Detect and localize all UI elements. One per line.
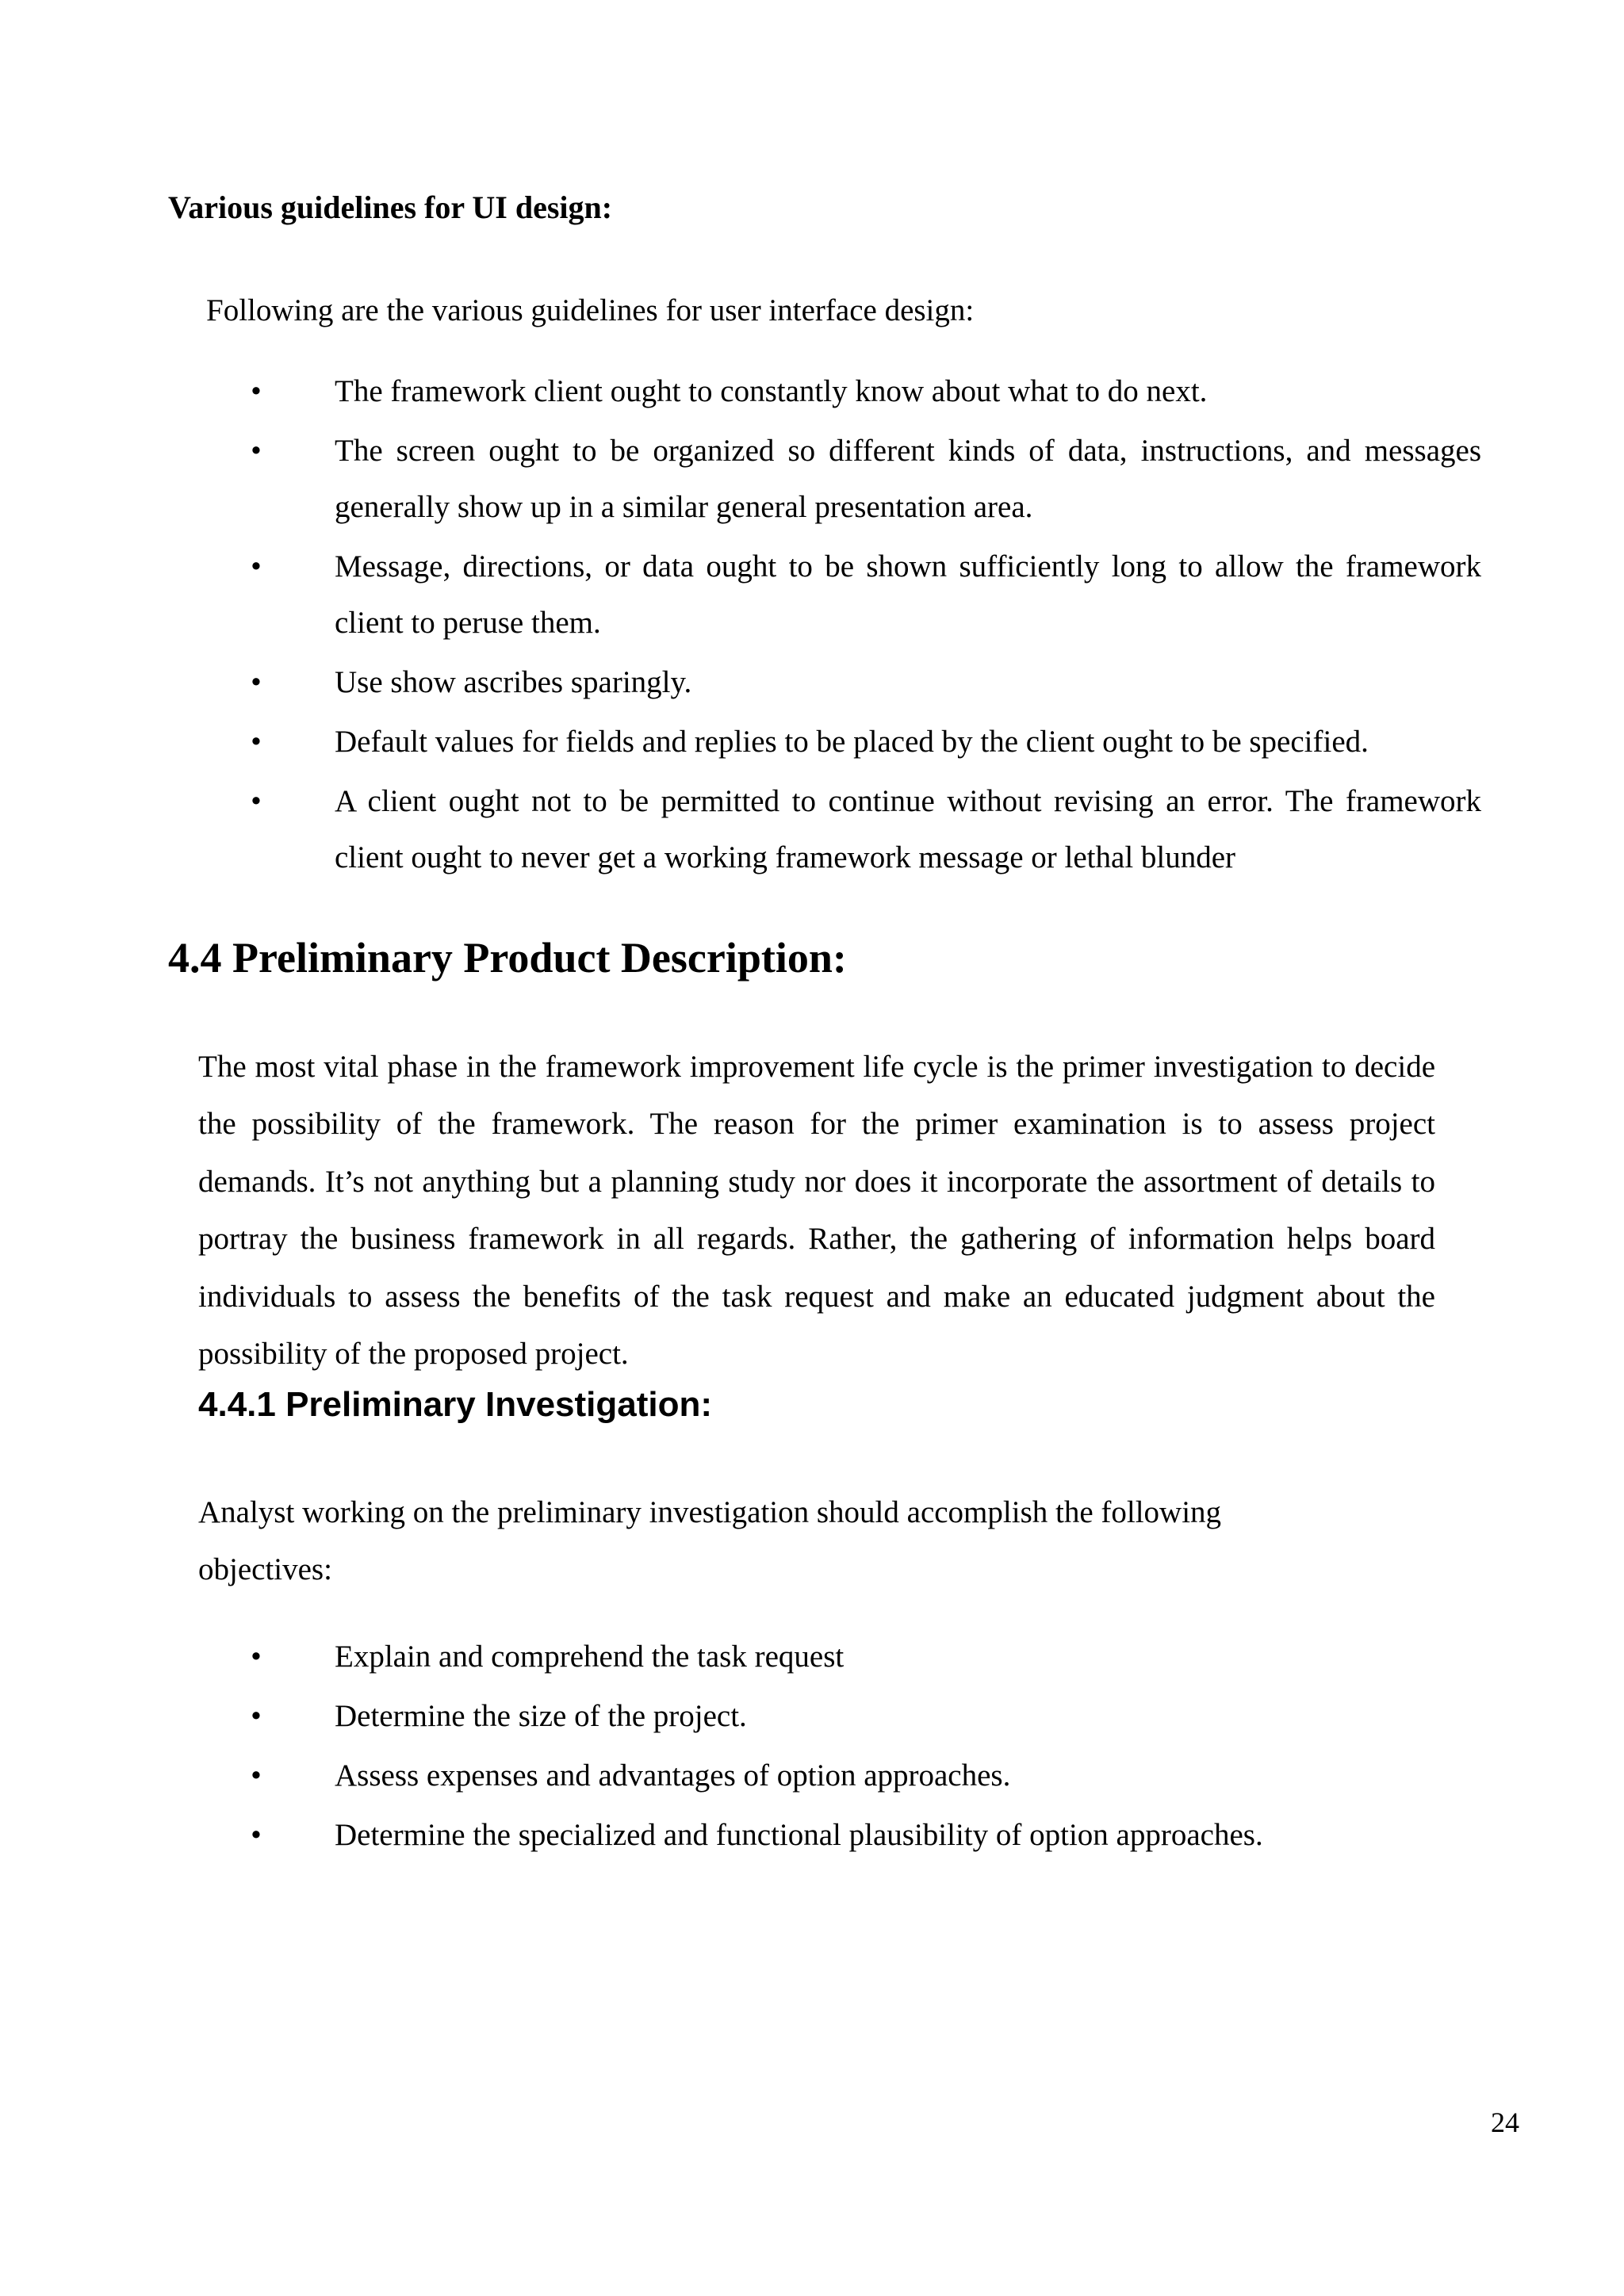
list-item xyxy=(244,1628,1481,1685)
page-number: 24 xyxy=(1491,2107,1519,2138)
list-item xyxy=(244,654,1481,710)
bullet-icon: • xyxy=(251,665,262,699)
bullet-icon: • xyxy=(251,374,262,408)
list-item-text: A client ought not to be permitted to continue without revising an error. The framework client ought to never get a working framework message or lethal blunder xyxy=(335,784,1481,874)
objectives-list xyxy=(244,1628,1481,1866)
preliminary-description-paragraph: The most vital phase in the framework improvement life cycle is the primer investigation to decide the possibility of the framework. The reason for the primer examination is to assess project demands. It’s not anything but a planning study nor does it incorporate the assortment of details to portray the business framework in all regards. Rather, the gathering of information helps board individuals to assess the benefits of the task request and make an educated judgment about the possibility of the proposed project. xyxy=(198,1050,1435,1372)
list-item xyxy=(244,1688,1481,1744)
investigation-paragraph: Analyst working on the preliminary investigation should accomplish the following objectives: xyxy=(198,1495,1222,1586)
list-item xyxy=(244,538,1481,651)
bullet-icon: • xyxy=(251,1699,262,1733)
list-item xyxy=(244,773,1481,886)
bullet-icon: • xyxy=(251,549,262,584)
bullet-icon: • xyxy=(251,1818,262,1852)
list-item xyxy=(244,1807,1481,1863)
list-item-text: The framework client ought to constantly know about what to do next. xyxy=(335,374,1208,408)
section-heading-ui-guidelines: Various guidelines for UI design: xyxy=(168,189,613,225)
list-item xyxy=(244,423,1481,535)
list-item xyxy=(244,1747,1481,1804)
list-item-text: Determine the specialized and functional plausibility of option approaches. xyxy=(335,1818,1263,1852)
list-item-text: Assess expenses and advantages of option approaches. xyxy=(335,1758,1011,1793)
list-item-text: Determine the size of the project. xyxy=(335,1699,747,1733)
list-item xyxy=(244,363,1481,419)
bullet-icon: • xyxy=(251,434,262,468)
list-item-text: Use show ascribes sparingly. xyxy=(335,665,692,699)
bullet-icon: • xyxy=(251,725,262,759)
list-item-text: The screen ought to be organized so different kinds of data, instructions, and messages generally show up in a similar general presentation area. xyxy=(335,434,1481,524)
bullet-icon: • xyxy=(251,1758,262,1793)
guidelines-list xyxy=(244,363,1481,889)
bullet-icon: • xyxy=(251,1640,262,1674)
section-heading-4-4: 4.4 Preliminary Product Description: xyxy=(168,934,847,982)
bullet-icon: • xyxy=(251,784,262,818)
section-heading-4-4-1: 4.4.1 Preliminary Investigation: xyxy=(198,1385,713,1424)
list-item-text: Message, directions, or data ought to be shown sufficiently long to allow the framework client to peruse them. xyxy=(335,549,1481,640)
list-item xyxy=(244,714,1481,770)
list-item-text: Explain and comprehend the task request xyxy=(335,1640,845,1674)
guidelines-intro: Following are the various guidelines for user interface design: xyxy=(206,293,975,327)
list-item-text: Default values for fields and replies to be placed by the client ought to be specified. xyxy=(335,725,1369,759)
